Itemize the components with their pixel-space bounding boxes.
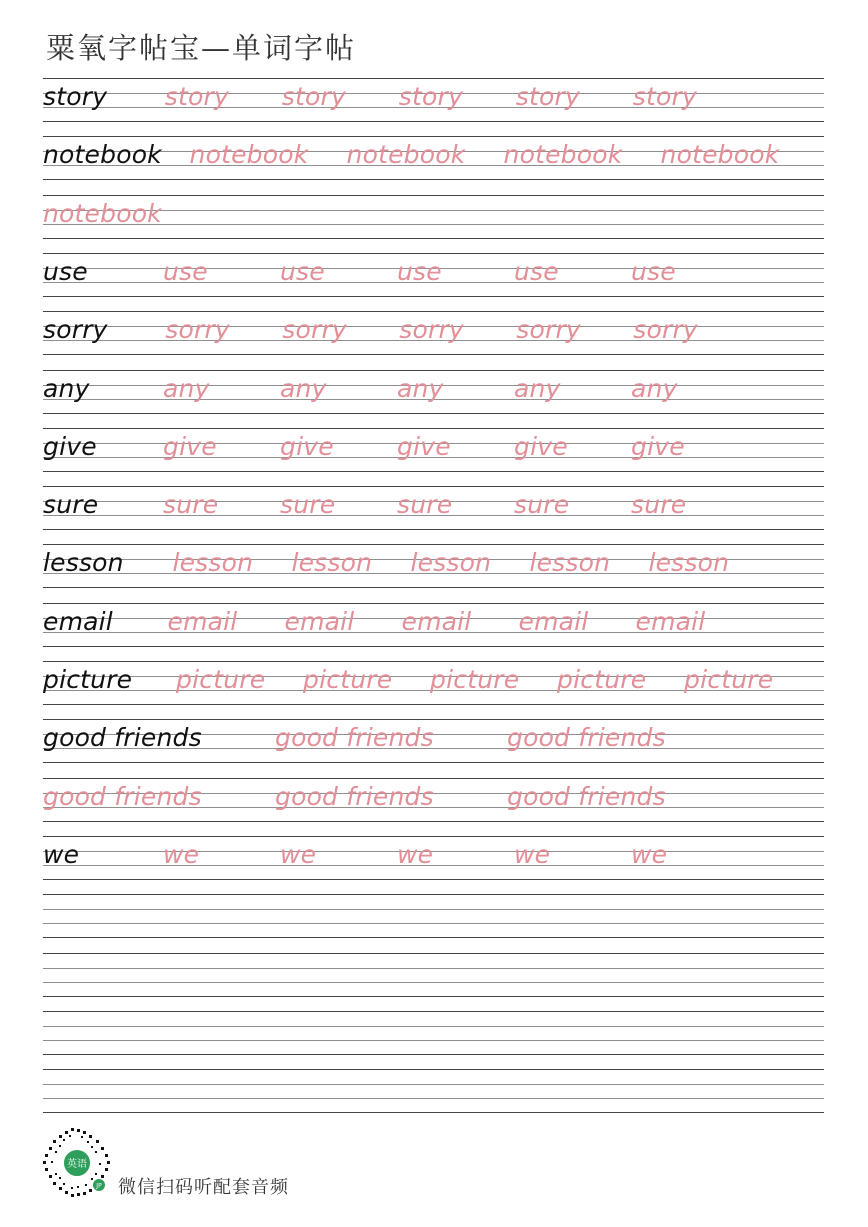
- writing-row: [43, 311, 824, 355]
- ruled-line: [43, 78, 824, 79]
- writing-row: [43, 544, 824, 588]
- trace-word: sorry: [399, 315, 464, 345]
- ruled-line: [43, 428, 824, 429]
- trace-word: any: [514, 373, 561, 403]
- writing-row: [43, 78, 824, 122]
- ruled-line: [43, 1084, 824, 1085]
- ruled-line: [43, 879, 824, 880]
- trace-word: sure: [514, 490, 570, 520]
- model-word: good friends: [43, 723, 202, 753]
- trace-word: lesson: [529, 548, 611, 578]
- ruled-line: [43, 851, 824, 852]
- trace-word: use: [397, 256, 442, 286]
- writing-row: [43, 1069, 824, 1113]
- ruled-line: [43, 1040, 824, 1041]
- qr-badge-text: 英语: [67, 1159, 87, 1170]
- ruled-line: [43, 909, 824, 910]
- ruled-line: [43, 719, 824, 720]
- ruled-line: [43, 136, 824, 137]
- ruled-line: [43, 121, 824, 122]
- trace-word: use: [280, 256, 325, 286]
- model-word: picture: [43, 665, 133, 694]
- writing-row: [43, 486, 824, 530]
- writing-row: [43, 719, 824, 763]
- model-word: email: [43, 606, 113, 636]
- trace-word: sure: [631, 490, 687, 520]
- trace-word: give: [280, 431, 334, 461]
- trace-word: picture: [303, 665, 393, 694]
- ruled-line: [43, 370, 824, 371]
- ruled-line: [43, 1011, 824, 1012]
- ruled-line: [43, 646, 824, 647]
- model-word: sorry: [43, 315, 108, 345]
- trace-word: lesson: [172, 548, 254, 578]
- writing-row: [43, 836, 824, 880]
- ruled-line: [43, 704, 824, 705]
- trace-word: picture: [557, 665, 647, 694]
- ruled-line: [43, 1054, 824, 1055]
- writing-row: [43, 1011, 824, 1055]
- trace-word: we: [397, 839, 434, 869]
- ruled-line: [43, 1112, 824, 1113]
- ruled-line: [43, 544, 824, 545]
- trace-word: email: [167, 606, 238, 636]
- trace-word: sorry: [516, 315, 581, 345]
- writing-row: [43, 953, 824, 997]
- trace-word: lesson: [410, 548, 492, 578]
- ruled-line: [43, 1026, 824, 1027]
- trace-word: give: [163, 431, 217, 461]
- trace-word: sorry: [633, 315, 698, 345]
- trace-word: email: [635, 606, 706, 636]
- trace-word: sure: [397, 490, 453, 520]
- ruled-line: [43, 836, 824, 837]
- trace-word: we: [631, 839, 668, 869]
- trace-word: notebook: [43, 198, 162, 228]
- trace-word: picture: [430, 665, 520, 694]
- writing-row: [43, 428, 824, 472]
- trace-word: good friends: [507, 781, 666, 811]
- writing-row: [43, 136, 824, 180]
- trace-word: we: [280, 839, 317, 869]
- ruled-line: [43, 529, 824, 530]
- ruled-line: [43, 762, 824, 763]
- trace-word: notebook: [346, 140, 466, 170]
- page-title: 粟氧字帖宝—单词字帖: [46, 31, 357, 65]
- trace-word: good friends: [275, 781, 434, 811]
- ruled-line: [43, 1098, 824, 1099]
- ruled-line: [43, 603, 824, 604]
- trace-word: story: [398, 82, 463, 111]
- trace-word: lesson: [648, 548, 730, 578]
- trace-word: good friends: [275, 723, 434, 753]
- trace-word: notebook: [660, 140, 780, 170]
- trace-word: email: [401, 606, 472, 636]
- ruled-line: [43, 471, 824, 472]
- ruled-line: [43, 778, 824, 779]
- trace-word: any: [163, 373, 210, 403]
- trace-word: story: [281, 82, 346, 111]
- trace-word: use: [631, 256, 676, 286]
- trace-word: any: [280, 373, 327, 403]
- ruled-line: [43, 486, 824, 487]
- writing-row: [43, 778, 824, 822]
- ruled-line: [43, 354, 824, 355]
- trace-word: good friends: [43, 781, 202, 811]
- model-word: lesson: [43, 548, 124, 578]
- trace-word: story: [164, 82, 229, 111]
- trace-word: picture: [176, 665, 266, 694]
- model-word: use: [43, 256, 88, 286]
- ruled-line: [43, 894, 824, 895]
- ruled-line: [43, 953, 824, 954]
- writing-row: [43, 253, 824, 297]
- trace-word: give: [631, 431, 685, 461]
- trace-word: email: [518, 606, 589, 636]
- trace-word: we: [163, 839, 200, 869]
- model-word: sure: [43, 490, 99, 520]
- trace-word: email: [284, 606, 355, 636]
- trace-word: use: [163, 256, 208, 286]
- trace-word: sure: [280, 490, 336, 520]
- trace-word: any: [631, 373, 678, 403]
- trace-word: good friends: [507, 723, 666, 753]
- ruled-line: [43, 1069, 824, 1070]
- trace-word: we: [514, 839, 551, 869]
- trace-word: give: [514, 431, 568, 461]
- model-word: any: [43, 373, 90, 403]
- ruled-line: [43, 179, 824, 180]
- trace-word: picture: [684, 665, 774, 694]
- model-word: story: [43, 82, 108, 111]
- writing-row: [43, 661, 824, 705]
- trace-word: give: [397, 431, 451, 461]
- qr-caption: 微信扫码听配套音频: [118, 1177, 289, 1198]
- ruled-line: [43, 296, 824, 297]
- writing-row: [43, 195, 824, 239]
- writing-lines-area: [43, 0, 824, 1227]
- trace-word: story: [515, 82, 580, 111]
- ruled-line: [43, 587, 824, 588]
- ruled-line: [43, 413, 824, 414]
- writing-row: [43, 894, 824, 938]
- ruled-line: [43, 821, 824, 822]
- ruled-line: [43, 982, 824, 983]
- ruled-line: [43, 661, 824, 662]
- model-word: we: [43, 839, 80, 869]
- trace-word: sorry: [282, 315, 347, 345]
- ruled-line: [43, 968, 824, 969]
- trace-word: any: [397, 373, 444, 403]
- ruled-line: [43, 238, 824, 239]
- trace-word: use: [514, 256, 559, 286]
- ruled-line: [43, 937, 824, 938]
- model-word: notebook: [43, 140, 162, 170]
- trace-word: sorry: [165, 315, 230, 345]
- ruled-line: [43, 195, 824, 196]
- trace-word: story: [632, 82, 697, 111]
- ruled-line: [43, 923, 824, 924]
- model-word: give: [43, 431, 97, 461]
- ruled-line: [43, 996, 824, 997]
- trace-word: sure: [163, 490, 219, 520]
- writing-row: [43, 370, 824, 414]
- qr-corner-text: JP: [96, 1182, 102, 1190]
- trace-word: notebook: [503, 140, 623, 170]
- trace-word: notebook: [189, 140, 309, 170]
- ruled-line: [43, 311, 824, 312]
- trace-word: lesson: [291, 548, 373, 578]
- ruled-line: [43, 253, 824, 254]
- qr-code[interactable]: [41, 1127, 113, 1199]
- ruled-line: [43, 865, 824, 866]
- writing-row: [43, 603, 824, 647]
